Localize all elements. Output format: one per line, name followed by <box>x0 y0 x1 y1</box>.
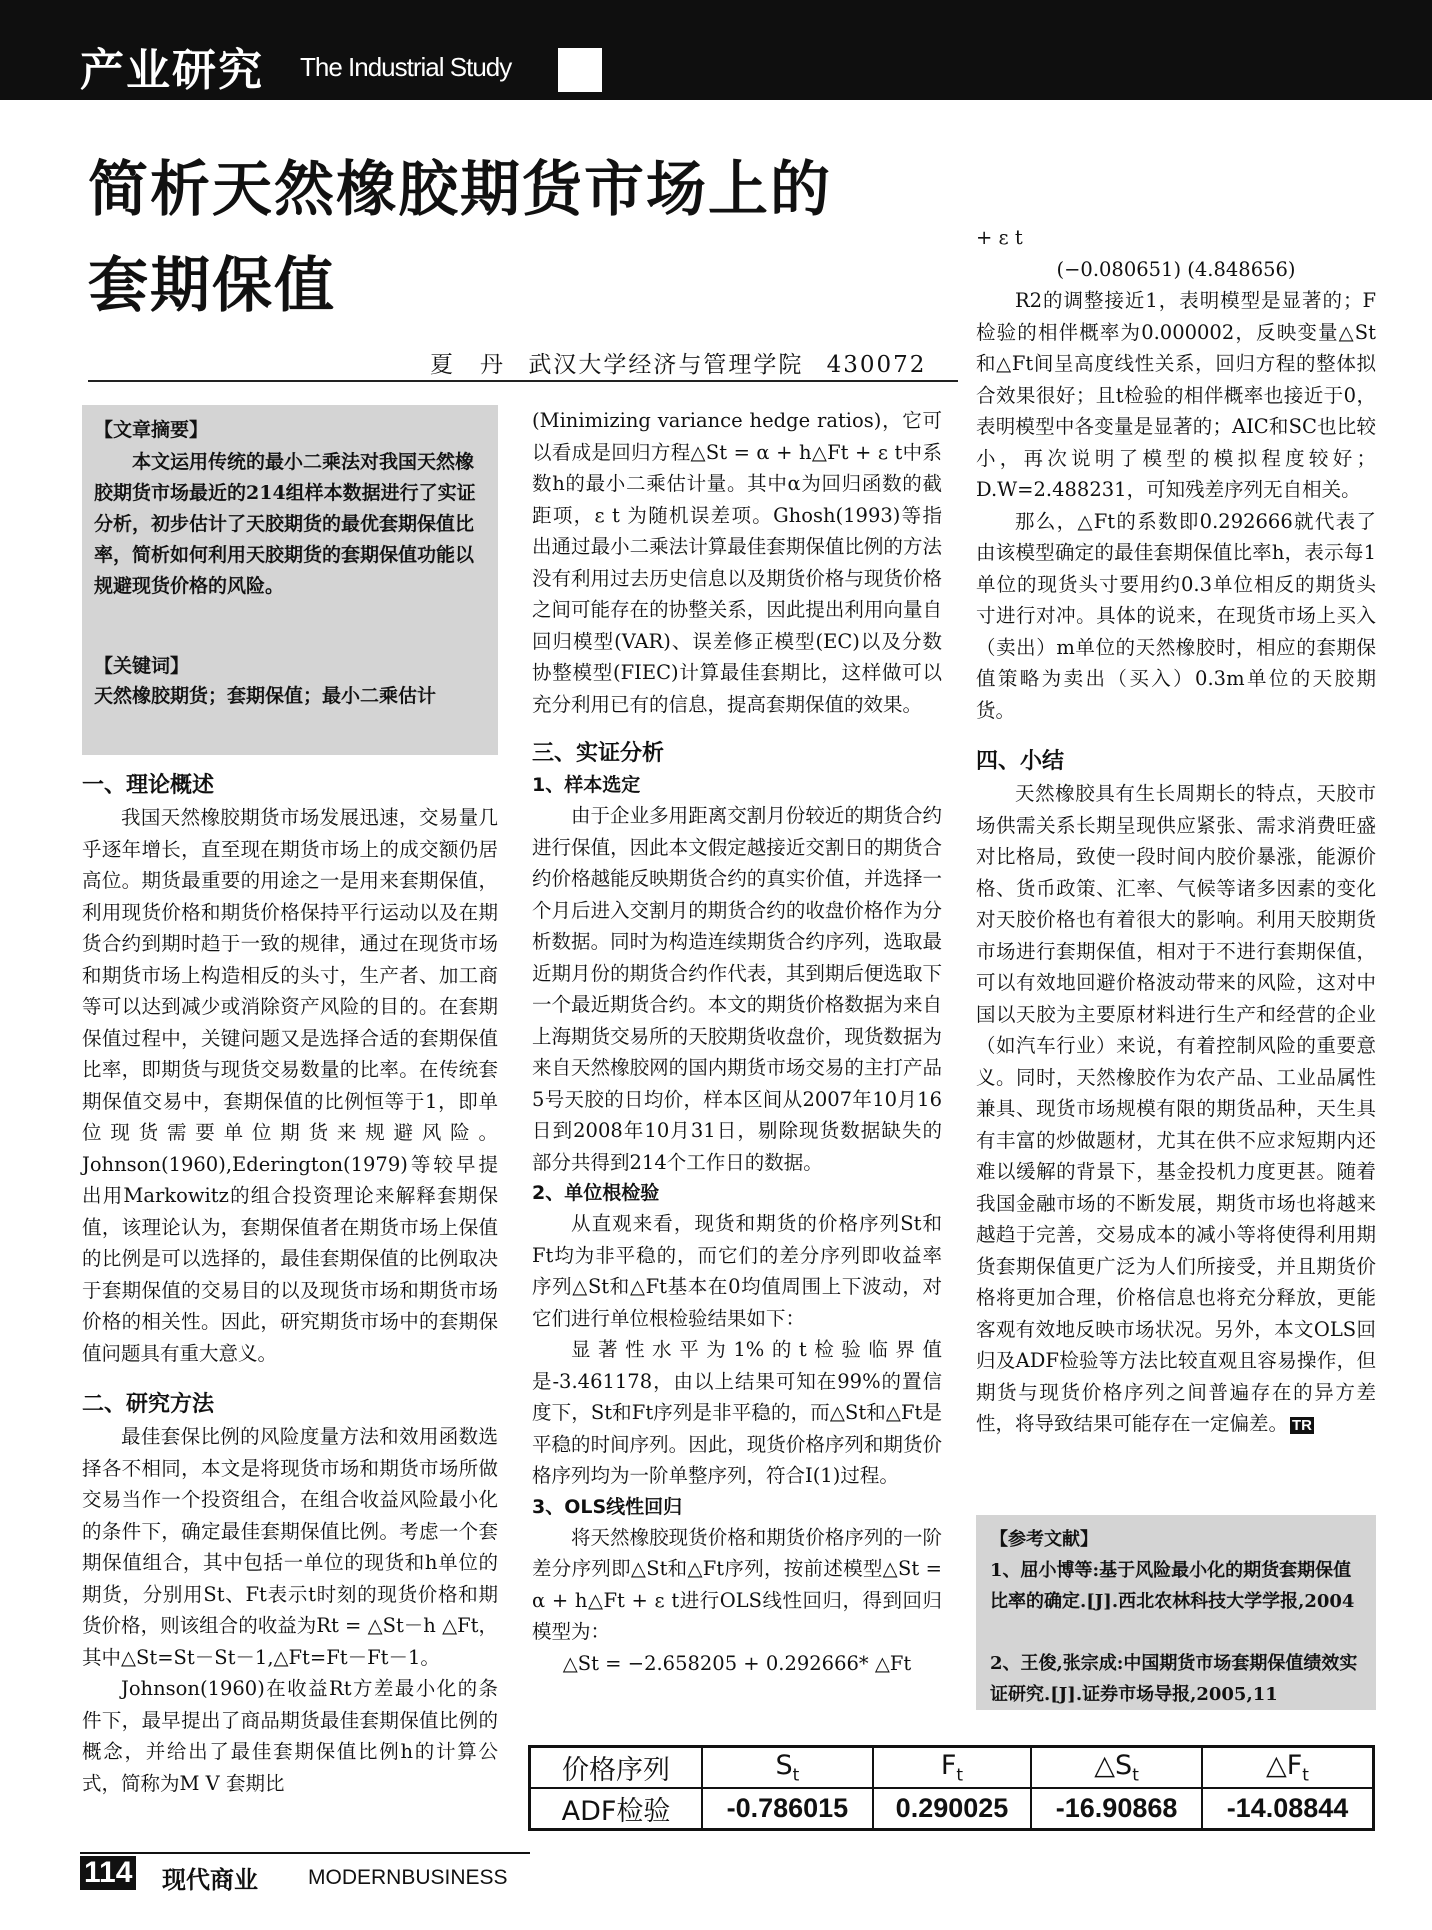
subsection-3-1-title: 1、样本选定 <box>532 774 641 796</box>
page-number: 114 <box>80 1856 136 1890</box>
table-header-row <box>530 1747 1374 1789</box>
subsection-3-2-title: 2、单位根检验 <box>532 1182 660 1204</box>
abstract-box <box>82 405 498 755</box>
subsection-3-3-title: 3、OLS线性回归 <box>532 1495 683 1518</box>
section-3-title: 三、实证分析 <box>532 741 665 766</box>
table-header-cell <box>873 1747 1031 1789</box>
title-divider <box>88 380 958 382</box>
t-statistics: (−0.080651) (4.848656) <box>1056 257 1296 281</box>
author-affiliation: 武汉大学经济与管理学院 <box>528 352 804 378</box>
section-4-title: 四、小结 <box>976 749 1065 774</box>
table-header-cell: 价格序列 <box>530 1747 703 1789</box>
author-postcode: 430072 <box>826 352 927 378</box>
journal-name-cn: 现代商业 <box>162 1866 258 1894</box>
section-1-title: 一、理论概述 <box>82 773 215 798</box>
subsection-3-3-paragraph: 将天然橡胶现货价格和期货价格序列的一阶差分序列即△St和△Ft序列，按前述模型△St = α + h△Ft + ε t进行OLS线性回归，得到回归模型为： <box>532 1525 942 1643</box>
header-subscript: t <box>792 1765 800 1786</box>
keywords-heading: 【关键词】 <box>94 655 190 677</box>
reference-item-2: 2、王俊,张宗成:中国期货市场套期保值绩效实证研究.[J].证券市场导报,2005,11 <box>990 1653 1358 1705</box>
table-header-cell <box>702 1747 873 1789</box>
table-cell: -14.08844 <box>1202 1788 1374 1830</box>
header-subscript: t <box>1132 1765 1139 1786</box>
section-title-en: The Industrial Study <box>300 52 512 82</box>
header-symbol: △S <box>1094 1749 1133 1781</box>
author-line <box>430 346 940 379</box>
header-square-mark <box>558 48 602 92</box>
table-cell: 0.290025 <box>873 1788 1031 1830</box>
header-subscript: t <box>956 1765 964 1786</box>
article-title-line-1: 简析天然橡胶期货市场上的 <box>88 155 832 225</box>
references-heading: 【参考文献】 <box>990 1529 1098 1550</box>
abstract-text: 本文运用传统的最小二乘法对我国天然橡胶期货市场最近的214组样本数据进行了实证分析，初步估计了天胶期货的最优套期保值比率，简析如何利用天胶期货的套期保值功能以规避现货价格的风险。 <box>94 451 476 597</box>
adf-test-table <box>528 1745 1375 1831</box>
table-header-cell <box>1031 1747 1202 1789</box>
col2-paragraph-1: (Minimizing variance hedge ratios)，它可以看成是回归方程△St = α + h△Ft + ε t中系数h的最小二乘估计量。其中α为回归函数的截距项，ε t 为随机误差项。Ghosh(1993)等指出通过最小二乘法计算最佳套期保值比例的方法没有利用过去历史信息以及期货价格与现货价格之间可能存在的协整关系，因此提出利用向量自回归模型(VAR)、误差修正模型(EC)以及分数协整模型(FIEC)计算最佳套期比，这样做可以充分利用已有的信息，提高套期保值的效果。 <box>532 409 942 716</box>
equation-continuation: + ε t <box>976 226 1023 249</box>
footer-divider <box>80 1852 530 1854</box>
table-cell: -16.90868 <box>1031 1788 1202 1830</box>
article-title-line-2: 套期保值 <box>88 251 336 321</box>
section-2-title: 二、研究方法 <box>82 1392 215 1417</box>
keywords-text: 天然橡胶期货；套期保值；最小二乘估计 <box>94 685 437 707</box>
table-row-label: ADF检验 <box>530 1788 703 1830</box>
subsection-3-1-paragraph: 由于企业多用距离交割月份较近的期货合约进行保值，因此本文假定越接近交割日的期货合约价格越能反映期货合约的真实价值，并选择一个月后进入交割月的期货合约的收盘价格作为分析数据。同时为构造连续期货合约序列，选取最近期月份的期货合约作代表，其到期后便选取下一个最近期货合约。本文的期货价格数据为来自上海期货交易所的天胶期货收盘价，现货数据为来自天然橡胶网的国内期货市场交易的主打产品5号天胶的日均价，样本区间从2007年10月16日到2008年10月31日，剔除现货数据缺失的部分共得到214个工作日的数据。 <box>532 804 942 1174</box>
journal-name-en: MODERNBUSINESS <box>308 1866 508 1889</box>
col3-paragraph-2: 那么，△Ft的系数即0.292666就代表了由该模型确定的最佳套期保值比率h，表示每1单位的现货头寸要用约0.3单位相反的期货头寸进行对冲。具体的说来，在现货市场上买入（卖出）m单位的天然橡胶时，相应的套期保值策略为卖出（买入）0.3m单位的天胶期货。 <box>976 509 1376 722</box>
references-box <box>976 1515 1376 1710</box>
subsection-3-2-paragraph-1: 从直观来看，现货和期货的价格序列St和Ft均为非平稳的，而它们的差分序列即收益率序列△St和△Ft基本在0均值周围上下波动，对它们进行单位根检验结果如下： <box>532 1212 942 1330</box>
author-name: 夏 丹 <box>430 352 505 378</box>
section-header-bar <box>0 0 1432 100</box>
end-mark: TR <box>1292 1417 1313 1434</box>
table-row <box>530 1788 1374 1830</box>
header-subscript: t <box>1302 1765 1309 1786</box>
section-2-paragraph-1: 最佳套保比例的风险度量方法和效用函数选择各不相同，本文是将现货市场和期货市场所做交易当作一个投资组合，在组合收益风险最小化的条件下，确定最佳套期保值比例。考虑一个套期保值组合，其中包括一单位的现货和h单位的期货，分别用St、Ft表示t时刻的现货价格和期货价格，则该组合的收益为Rt = △St－h △Ft，其中△St=St－St－1,△Ft=Ft－Ft－1。 <box>82 1425 498 1669</box>
header-symbol: F <box>940 1749 957 1781</box>
reference-item-1: 1、屈小博等:基于风险最小化的期货套期保值比率的确定.[J].西北农林科技大学学报,2004 <box>990 1560 1355 1612</box>
abstract-heading: 【文章摘要】 <box>94 419 209 441</box>
table-header-cell <box>1202 1747 1374 1789</box>
header-symbol: S <box>775 1749 793 1781</box>
column-3 <box>976 222 1376 1442</box>
table-cell: -0.786015 <box>702 1788 873 1830</box>
section-title-cn: 产业研究 <box>80 45 264 96</box>
section-1-paragraph: 我国天然橡胶期货市场发展迅速，交易量几乎逐年增长，直至现在期货市场上的成交额仍居高位。期货最重要的用途之一是用来套期保值，利用现货价格和期货价格保持平行运动以及在期货合约到期时趋于一致的规律，通过在现货市场和期货市场上构造相反的头寸，生产者、加工商等可以达到减少或消除资产风险的目的。在套期保值过程中，关键问题又是选择合适的套期保值比率，即期货与现货交易数量的比率。在传统套期保值交易中，套期保值的比例恒等于1，即单位现货需要单位期货来规避风险。Johnson(1960),Ederington(1979)等较早提出用Markowitz的组合投资理论来解释套期保值，该理论认为，套期保值者在期货市场上保值的比例是可以选择的，最佳套期保值的比例取决于套期保值的交易目的以及现货市场和期货市场价格的相关性。因此，研究期货市场中的套期保值问题具有重大意义。 <box>82 806 498 1365</box>
section-2-paragraph-2: Johnson(1960)在收益Rt方差最小化的条件下，最早提出了商品期货最佳套期保值比例的概念，并给出了最佳套期保值比例h的计算公式，简称为M V 套期比 <box>82 1677 498 1795</box>
header-symbol: △F <box>1266 1749 1303 1781</box>
col3-paragraph-1: R2的调整接近1，表明模型是显著的；F检验的相伴概率为0.000002，反映变量△St和△Ft间呈高度线性关系，回归方程的整体拟合效果很好；且t检验的相伴概率也接近于0，表明模型中各变量是显著的；AIC和SC也比较小，再次说明了模型的模拟程度较好；D.W=2.488231，可知残差序列无自相关。 <box>976 289 1376 501</box>
section-4-text: 天然橡胶具有生长周期长的特点，天胶市场供需关系长期呈现供应紧张、需求消费旺盛对比格局，致使一段时间内胶价暴涨，能源价格、货币政策、汇率、气候等诸多因素的变化对天胶价格也有着很大的影响。利用天胶期货市场进行套期保值，相对于不进行套期保值，可以有效地回避价格波动带来的风险，这对中国以天胶为主要原材料进行生产和经营的企业（如汽车行业）来说，有着控制风险的重要意义。同时，天然橡胶作为农产品、工业品属性兼具、现货市场规模有限的期货品种，天生具有丰富的炒做题材，尤其在供不应求短期内还难以缓解的背景下，基金投机力度更甚。随着我国金融市场的不断发展，期货市场也将越来越趋于完善，交易成本的减小等将使得利用期货套期保值更广泛为人们所接受，并且期货价格将更加合理，价格信息也将充分释放，更能客观有效地反映市场状况。另外，本文OLS回归及ADF检验等方法比较直观且容易操作，但期货与现货价格序列之间普遍存在的异方差性，将导致结果可能存在一定偏差。 <box>976 782 1376 1435</box>
section-4-paragraph <box>976 778 1376 1442</box>
subsection-3-2-paragraph-2: 显著性水平为1%的t检验临界值是-3.461178，由以上结果可知在99%的置信度下，St和Ft序列是非平稳的，而△St和△Ft是平稳的时间序列。因此，现货价格序列和期货价格序列均为一阶单整序列，符合I(1)过程。 <box>532 1338 942 1487</box>
column-2 <box>532 405 942 1679</box>
regression-equation: △St = −2.658205 + 0.292666* △Ft <box>562 1651 912 1675</box>
column-1 <box>82 770 498 1799</box>
